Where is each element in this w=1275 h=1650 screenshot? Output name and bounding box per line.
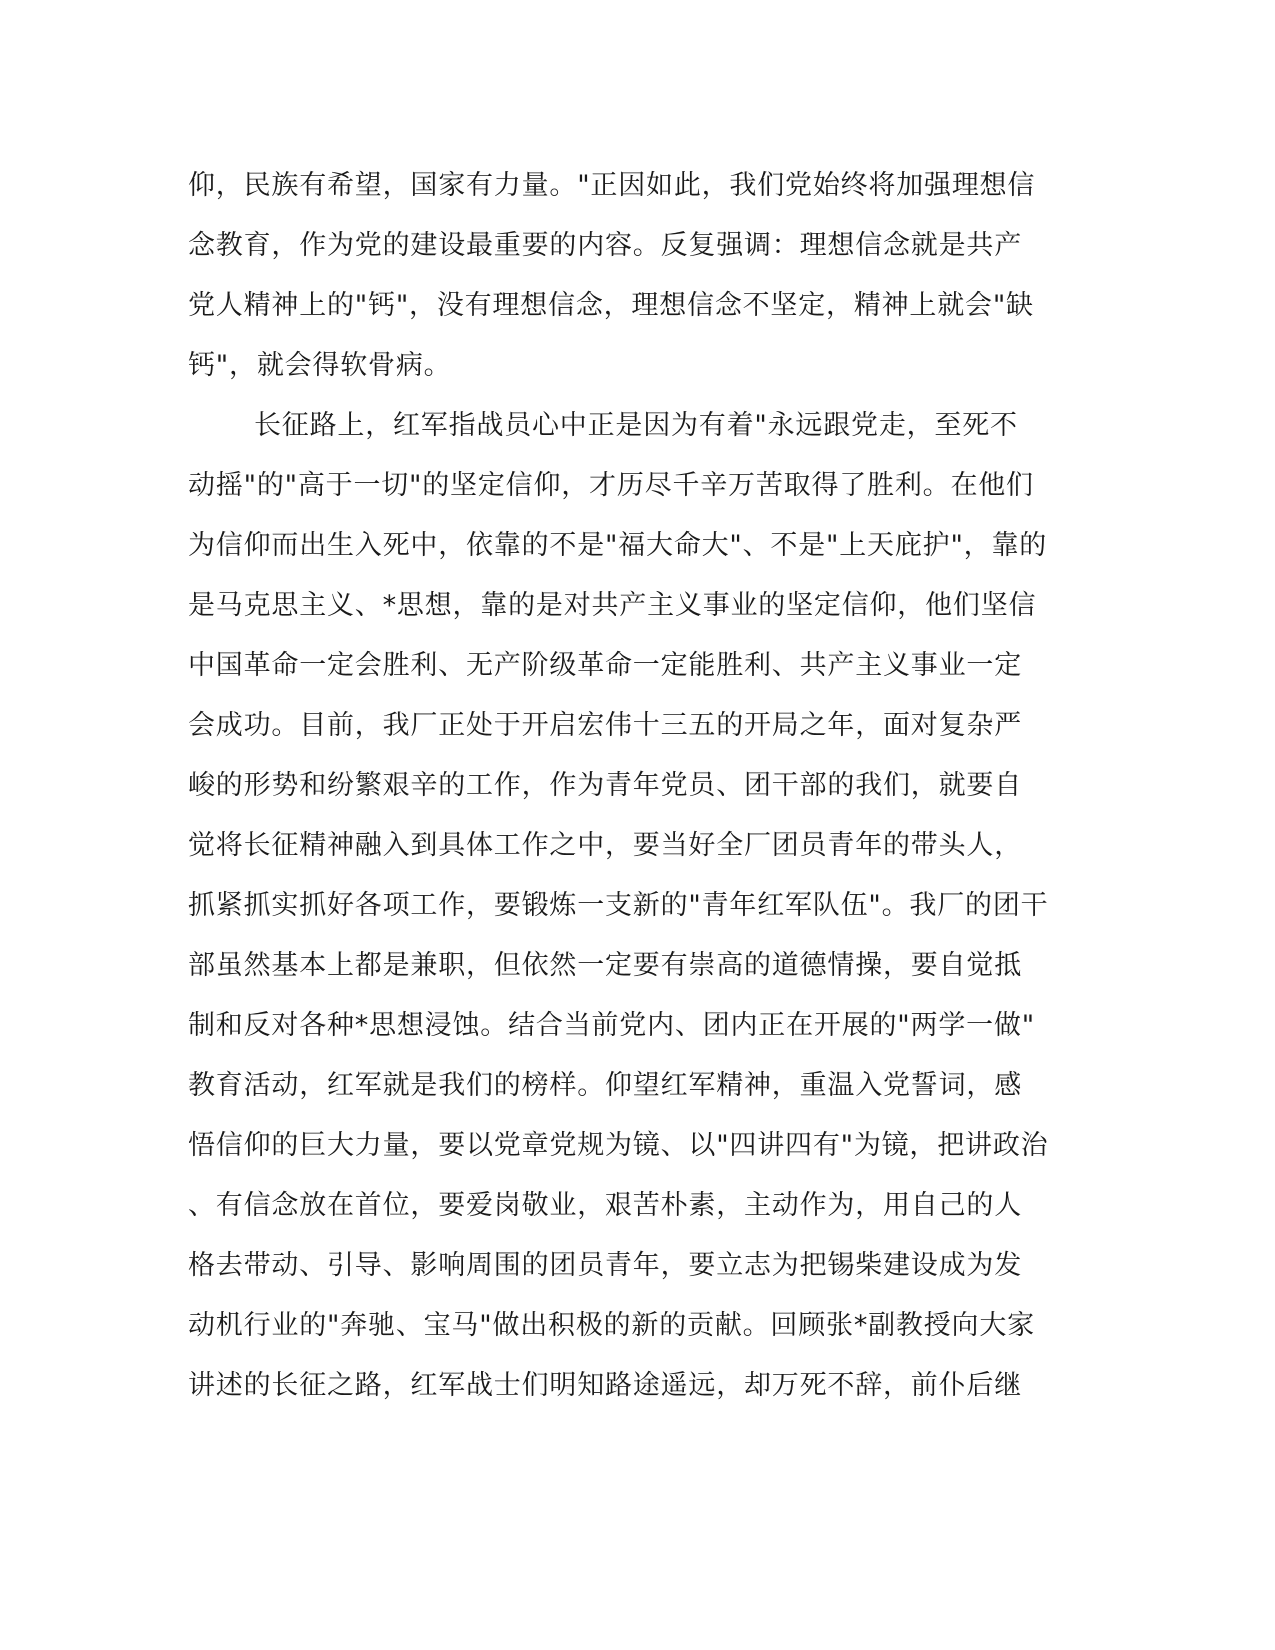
text-line: 讲述的长征之路，红军战士们明知路途遥远，却万死不辞，前仆后继: [188, 1370, 1022, 1401]
text-line: 仰，民族有希望，国家有力量。"正因如此，我们党始终将加强理想信: [188, 170, 1036, 201]
text-line: 中国革命一定会胜利、无产阶级革命一定能胜利、共产主义事业一定: [188, 650, 1022, 681]
text-line: 教育活动，红军就是我们的榜样。仰望红军精神，重温入党誓词，感: [188, 1070, 1022, 1101]
text-line: 钙"，就会得软骨病。: [188, 350, 452, 381]
text-line: 部虽然基本上都是兼职，但依然一定要有崇高的道德情操，要自觉抵: [188, 950, 1022, 981]
paragraph-first-line: 长征路上，红军指战员心中正是因为有着"永远跟党走，至死不: [254, 410, 1018, 441]
text-line: 制和反对各种*思想浸蚀。结合当前党内、团内正在开展的"两学一做": [188, 1010, 1035, 1041]
text-line: 悟信仰的巨大力量，要以党章党规为镜、以"四讲四有"为镜，把讲政治: [188, 1130, 1049, 1161]
body-text: [188, 166, 1088, 1426]
text-line: 党人精神上的"钙"，没有理想信念，理想信念不坚定，精神上就会"缺: [188, 290, 1034, 321]
text-line: 觉将长征精神融入到具体工作之中，要当好全厂团员青年的带头人，: [188, 830, 1022, 861]
text-line: 峻的形势和纷繁艰辛的工作，作为青年党员、团干部的我们，就要自: [188, 770, 1022, 801]
text-line: 念教育，作为党的建设最重要的内容。反复强调：理想信念就是共产: [188, 230, 1022, 261]
text-line: 为信仰而出生入死中，依靠的不是"福大命大"、不是"上天庇护"，靠的: [188, 530, 1048, 561]
text-line: 是马克思主义、*思想，靠的是对共产主义事业的坚定信仰，他们坚信: [188, 590, 1037, 621]
text-line: 格去带动、引导、影响周围的团员青年，要立志为把锡柴建设成为发: [188, 1250, 1022, 1281]
text-line: 、有信念放在首位，要爱岗敬业，艰苦朴素，主动作为，用自己的人: [188, 1190, 1022, 1221]
text-line: 会成功。目前，我厂正处于开启宏伟十三五的开局之年，面对复杂严: [188, 710, 1022, 741]
text-line: 抓紧抓实抓好各项工作，要锻炼一支新的"青年红军队伍"。我厂的团干: [188, 890, 1049, 921]
text-line: 动摇"的"高于一切"的坚定信仰，才历尽千辛万苦取得了胜利。在他们: [188, 470, 1034, 501]
text-line: 动机行业的"奔驰、宝马"做出积极的新的贡献。回顾张*副教授向大家: [188, 1310, 1035, 1341]
